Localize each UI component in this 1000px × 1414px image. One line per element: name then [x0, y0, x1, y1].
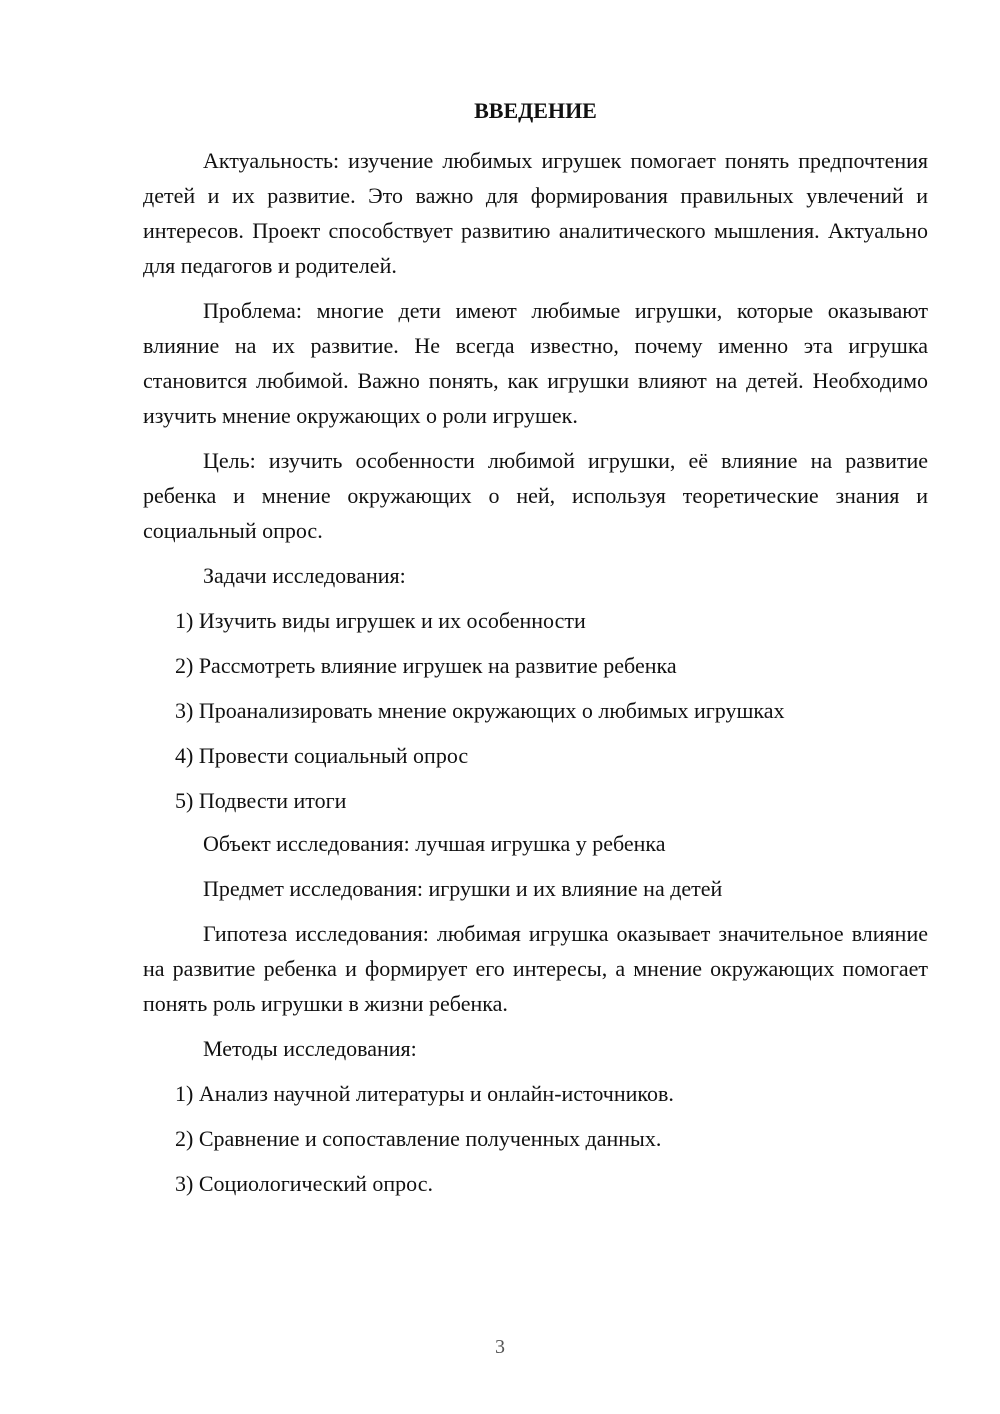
task-item: 3) Проанализировать мнение окружающих о любимых игрушках: [175, 698, 785, 723]
hypothesis-paragraph: Гипотеза исследования: любимая игрушка оказывает значительное влияние на развитие ребенка и формирует его интересы, а мнение окружающих помогает понять роль игрушки в жизни ребенка.: [143, 921, 928, 1016]
methods-heading: Методы исследования:: [203, 1036, 417, 1061]
page-title: ВВЕДЕНИЕ: [474, 98, 597, 123]
task-item: 4) Провести социальный опрос: [175, 743, 469, 768]
document-body: [143, 143, 928, 1211]
task-item: 2) Рассмотреть влияние игрушек на развитие ребенка: [175, 653, 677, 678]
relevance-paragraph: Актуальность: изучение любимых игрушек помогает понять предпочтения детей и их развитие. Это важно для формирования правильных увлечений и интересов. Проект способствует развитию аналитического мышления. Актуально для педагогов и родителей.: [143, 148, 928, 278]
problem-paragraph: Проблема: многие дети имеют любимые игрушки, которые оказывают влияние на их развитие. Не всегда известно, почему именно эта игрушка становится любимой. Важно понять, как игрушки влияют на детей. Необходимо изучить мнение окружающих о роли игрушек.: [143, 298, 928, 428]
goal-paragraph: Цель: изучить особенности любимой игрушки, её влияние на развитие ребенка и мнение окружающих о ней, используя теоретические знания и социальный опрос.: [143, 448, 928, 543]
page-number: 3: [495, 1336, 505, 1358]
method-item: 3) Социологический опрос.: [175, 1171, 433, 1196]
object-line: Объект исследования: лучшая игрушка у ребенка: [203, 831, 666, 856]
task-item: 1) Изучить виды игрушек и их особенности: [175, 608, 586, 633]
tasks-heading: Задачи исследования:: [203, 563, 406, 588]
method-item: 1) Анализ научной литературы и онлайн-источников.: [175, 1081, 674, 1106]
method-item: 2) Сравнение и сопоставление полученных данных.: [175, 1126, 662, 1151]
subject-line: Предмет исследования: игрушки и их влияние на детей: [203, 876, 723, 901]
task-item: 5) Подвести итоги: [175, 788, 347, 813]
